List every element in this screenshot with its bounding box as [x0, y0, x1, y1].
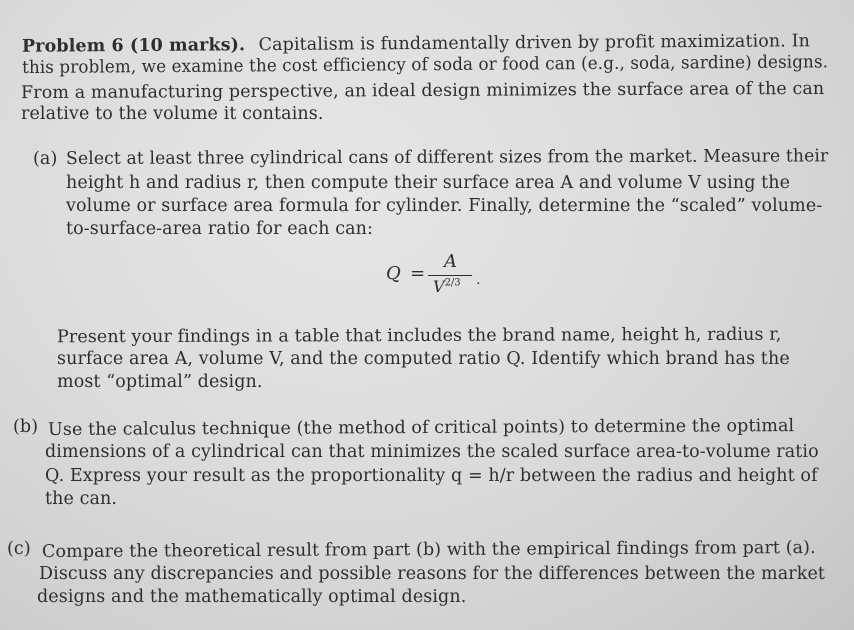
formula-lhs: Q [386, 263, 401, 284]
formula-equals: = [410, 263, 426, 284]
q-formula [380, 248, 500, 302]
part-b-text-4: the can. [45, 489, 118, 509]
part-a-text-2: height h and radius r, then compute their surface area A and volume V using the [66, 173, 791, 193]
part-a-after-line-2 [57, 348, 790, 370]
part-c-label: (c) [7, 539, 31, 559]
part-a-text-3: volume or surface area formula for cylinder. Finally, determine the “scaled” volume- [66, 196, 823, 216]
part-a-after-text-1: Present your findings in a table that includes the brand name, height h, radius r, [56, 324, 782, 348]
formula-denominator [433, 277, 461, 296]
problem-intro-text-4: relative to the volume it contains. [21, 104, 324, 124]
part-b-line-1 [48, 415, 794, 441]
part-a-line-4 [66, 218, 373, 240]
problem-intro-line-4 [21, 103, 324, 125]
part-a-text-1: Select at least three cylindrical cans of different sizes from the market. Measure their [66, 146, 829, 169]
part-a-line-3 [66, 195, 822, 217]
part-a-line-2 [66, 172, 790, 194]
part-c-line-2 [39, 563, 825, 585]
part-c-line-1 [42, 537, 816, 563]
part-a-line-1 [66, 145, 828, 170]
part-c-line-3 [37, 586, 466, 608]
part-a-after-line-3 [57, 371, 263, 393]
part-c-text-3: designs and the mathematically optimal design. [37, 587, 467, 607]
part-a-after-text-3: most “optimal” design. [57, 372, 263, 392]
part-a-label: (a) [33, 149, 58, 169]
part-b-line-3 [45, 465, 818, 487]
problem-intro-text-3: From a manufacturing perspective, an ideal design minimizes the surface area of the can [20, 78, 825, 104]
part-b-text-3: Q. Express your result as the proportionality q = h/r between the radius and height of [45, 466, 818, 486]
part-b-text-2: dimensions of a cylindrical can that minimizes the scaled surface area-to-volume ratio [45, 442, 819, 462]
part-b-line-2 [45, 441, 819, 463]
part-b-text-1: Use the calculus technique (the method of critical points) to determine the optimal [47, 416, 795, 440]
formula-denominator-exponent: 2/3 [444, 277, 461, 289]
part-c-text-2: Discuss any discrepancies and possible reasons for the differences between the market [39, 564, 826, 584]
formula-period: . [476, 272, 481, 288]
formula-denominator-base: V [433, 277, 445, 296]
problem-intro-line-2 [22, 51, 828, 79]
part-a-after-text-2: surface area A, volume V, and the computed ratio Q. Identify which brand has the [57, 349, 790, 369]
problem-intro-line-3 [21, 78, 824, 104]
formula-numerator: A [444, 251, 457, 272]
problem-heading: Problem 6 (10 marks). [21, 35, 246, 57]
problem-intro-text-2: this problem, we examine the cost efficiency of soda or food can (e.g., soda, sardine) designs. [22, 52, 829, 78]
part-a-text-4: to-surface-area ratio for each can: [66, 219, 374, 239]
problem-intro-text-1: Capitalism is fundamentally driven by profit maximization. In [258, 31, 811, 56]
part-a-after-line-1 [57, 324, 781, 349]
part-b-label: (b) [13, 417, 39, 437]
part-b-line-4 [45, 488, 117, 510]
part-c-text-1: Compare the theoretical result from part (b) with the empirical findings from part (a). [41, 537, 816, 563]
